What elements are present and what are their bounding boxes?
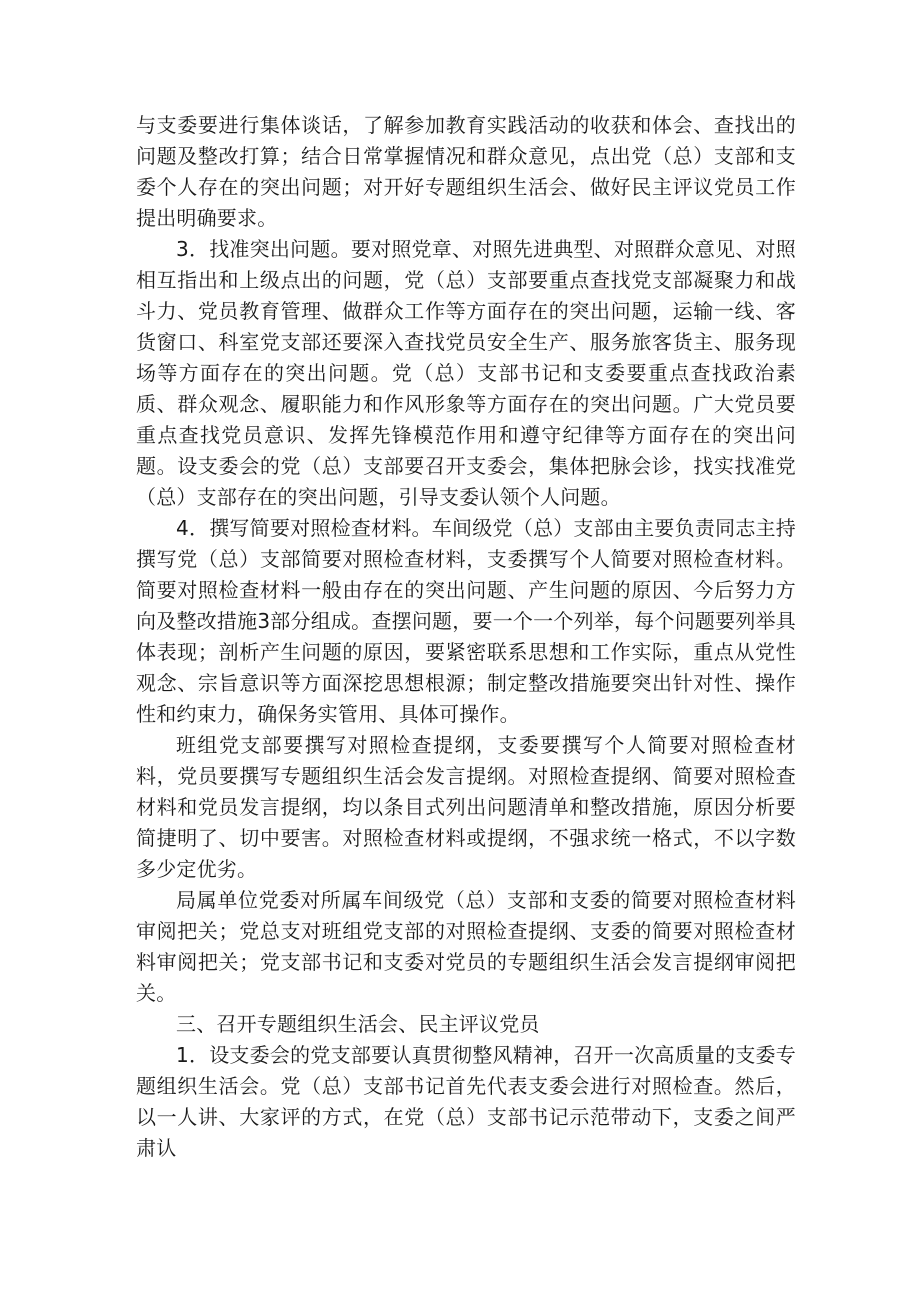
document-body xyxy=(136,110,796,1164)
paragraph-continued: 与支委要进行集体谈话，了解参加教育实践活动的收获和体会、查找出的问题及整改打算；结合日常掌握情况和群众意见，点出党（总）支部和支委个人存在的突出问题；对开好专题组织生活会、做好民主评议党员工作提出明确要求。 xyxy=(136,113,796,230)
paragraph-item-4: 4．撰写简要对照检查材料。车间级党（总）支部由主要负责同志主持撰写党（总）支部简要对照检查材料，支委撰写个人简要对照检查材料。简要对照检查材料一般由存在的突出问题、产生问题的原因、今后努力方向及整改措施3部分组成。查摆问题，要一个一个列举，每个问题要列举具体表现；剖析产生问题的原因，要紧密联系思想和工作实际，重点从党性观念、宗旨意识等方面深挖思想根源；制定整改措施要突出针对性、操作性和约束力，确保务实管用、具体可操作。 xyxy=(136,516,796,726)
paragraph-item-1: 1．设支委会的党支部要认真贯彻整风精神，召开一次高质量的支委专题组织生活会。党（总）支部书记首先代表支委会进行对照检查。然后，以一人讲、大家评的方式，在党（总）支部书记示范带动下，支委之间严肃认 xyxy=(136,1043,796,1160)
paragraph-team-branch: 班组党支部要撰写对照检查提纲，支委要撰写个人简要对照检查材料，党员要撰写专题组织生活会发言提纲。对照检查提纲、简要对照检查材料和党员发言提纲，均以条目式列出问题清单和整改措施，原因分析要简捷明了、切中要害。对照检查材料或提纲，不强求统一格式，不以字数多少定优劣。 xyxy=(136,733,796,881)
paragraph-item-3: 3．找准突出问题。要对照党章、对照先进典型、对照群众意见、对照相互指出和上级点出的问题，党（总）支部要重点查找党支部凝聚力和战斗力、党员教育管理、做群众工作等方面存在的突出问题，运输一线、客货窗口、科室党支部还要深入查找党员安全生产、服务旅客货主、服务现场等方面存在的突出问题。党（总）支部书记和支委要重点查找政治素质、群众观念、履职能力和作风形象等方面存在的突出问题。广大党员要重点查找党员意识、发挥先锋模范作用和遵守纪律等方面存在的突出问题。设支委会的党（总）支部要召开支委会，集体把脉会诊，找实找准党（总）支部存在的突出问题，引导支委认领个人问题。 xyxy=(136,237,796,509)
section-heading-three: 三、召开专题组织生活会、民主评议党员 xyxy=(176,1012,540,1036)
paragraph-review: 局属单位党委对所属车间级党（总）支部和支委的简要对照检查材料审阅把关；党总支对班组党支部的对照检查提纲、支委的简要对照检查材料审阅把关；党支部书记和支委对党员的专题组织生活会发言提纲审阅把关。 xyxy=(136,888,796,1005)
